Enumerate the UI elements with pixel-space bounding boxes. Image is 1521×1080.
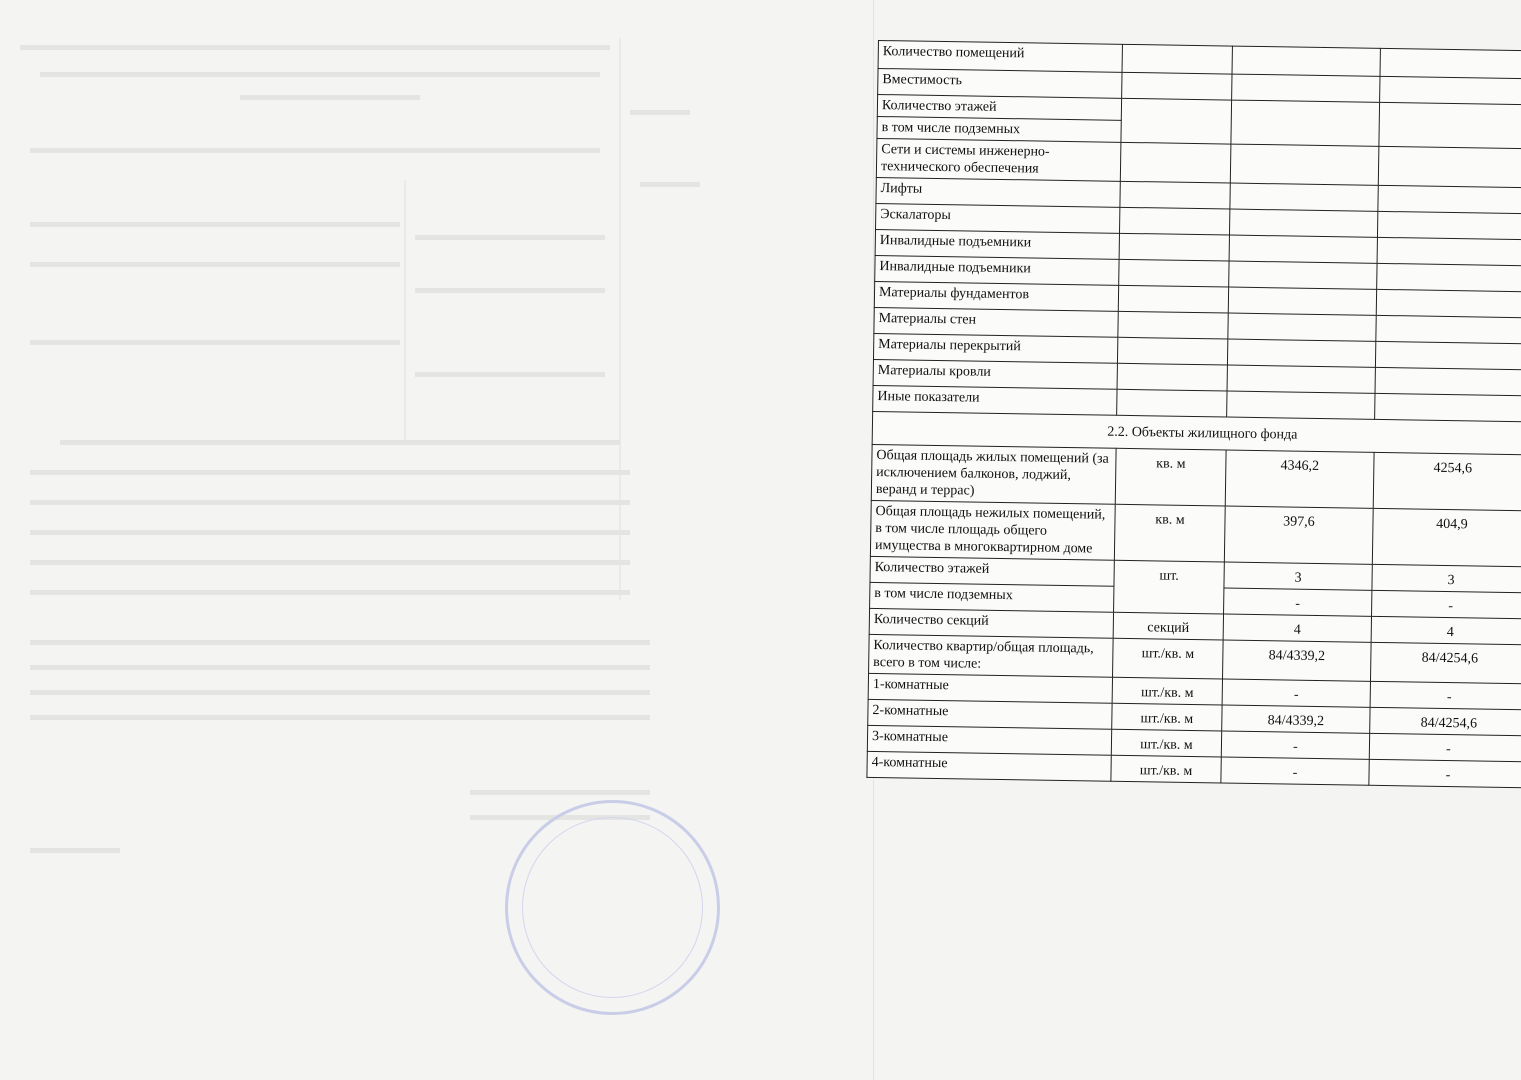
row-label: в том числе подземных (870, 582, 1114, 612)
plan-cell: - (1221, 731, 1369, 759)
unit-cell (1122, 72, 1232, 100)
plan-cell: 4346,2 (1225, 450, 1374, 508)
plan-cell: - (1221, 757, 1369, 785)
unit-cell: шт./кв. м (1113, 638, 1224, 679)
fact-cell: 4 (1371, 616, 1521, 644)
row-label: Количество помещений (878, 41, 1122, 73)
unit-cell: шт./кв. м (1111, 729, 1221, 757)
fact-cell (1375, 393, 1521, 421)
plan-cell: 84/4339,2 (1222, 705, 1370, 733)
plan-cell (1230, 183, 1378, 211)
section-title: 2.2. Объекты жилищного фонда (872, 411, 1521, 454)
row-label: в том числе подземных (877, 116, 1121, 142)
plan-cell: - (1224, 588, 1372, 616)
table-row (870, 500, 1521, 566)
row-label: Количество квартир/общая площадь, всего в том числе: (869, 634, 1114, 677)
row-label: Сети и системы инженерно-технического обеспечения (876, 138, 1121, 181)
plan-cell (1227, 365, 1375, 393)
row-label: Иные показатели (873, 385, 1117, 415)
fact-cell: - (1369, 733, 1521, 761)
row-label: Количество секций (869, 608, 1113, 638)
fact-cell (1375, 341, 1521, 369)
row-label: Количество этажей (870, 556, 1114, 586)
unit-cell (1120, 181, 1230, 209)
plan-cell (1228, 313, 1376, 341)
plan-cell (1231, 100, 1380, 146)
fact-cell (1376, 315, 1521, 343)
row-label: 4-комнатные (867, 751, 1111, 781)
faded-round-stamp (505, 800, 720, 1015)
unit-cell (1119, 207, 1229, 235)
plan-cell: - (1222, 679, 1370, 707)
fact-cell: - (1370, 681, 1521, 709)
unit-cell (1117, 389, 1227, 417)
plan-cell (1229, 261, 1377, 289)
row-label: Инвалидные подъемники (875, 229, 1119, 259)
fact-cell (1377, 237, 1521, 265)
plan-cell (1228, 287, 1376, 315)
plan-cell: 3 (1224, 562, 1372, 590)
unit-cell: шт./кв. м (1112, 677, 1222, 705)
plan-cell: 4 (1223, 614, 1371, 642)
plan-cell (1227, 339, 1375, 367)
fact-cell (1378, 185, 1521, 213)
fact-cell: 84/4254,6 (1370, 707, 1521, 735)
row-label: Вместимость (878, 69, 1122, 99)
unit-cell (1119, 233, 1229, 261)
indicators-table (866, 40, 1521, 788)
unit-cell (1118, 311, 1228, 339)
fact-cell (1378, 146, 1521, 187)
row-label: Общая площадь жилых помещений (за исключением балконов, лоджий, веранд и террас) (871, 444, 1116, 504)
unit-cell: кв. м (1115, 448, 1226, 506)
plan-cell (1232, 46, 1380, 76)
plan-cell: 397,6 (1224, 506, 1373, 564)
plan-cell: 84/4339,2 (1223, 640, 1372, 681)
unit-cell (1118, 285, 1228, 313)
row-label: 2-комнатные (868, 699, 1112, 729)
row-label: Материалы кровли (873, 359, 1117, 389)
unit-cell: шт./кв. м (1112, 703, 1222, 731)
unit-cell: секций (1113, 612, 1223, 640)
row-label: Общая площадь нежилых помещений, в том числе площадь общего имущества в многоквартирном доме (870, 500, 1115, 560)
fact-cell (1376, 289, 1521, 317)
fact-cell (1377, 211, 1521, 239)
row-label: 3-комнатные (867, 725, 1111, 755)
fact-cell (1377, 263, 1521, 291)
fact-cell: 84/4254,6 (1370, 642, 1521, 683)
fact-cell (1380, 76, 1521, 104)
plan-cell (1227, 391, 1375, 419)
table-row (871, 444, 1521, 510)
plan-cell (1230, 144, 1379, 185)
fact-cell: 3 (1372, 564, 1521, 592)
row-label: Лифты (876, 177, 1120, 207)
fact-cell (1375, 367, 1521, 395)
fact-cell: - (1372, 590, 1521, 618)
technical-indicators-sheet (866, 40, 1521, 788)
unit-cell (1117, 363, 1227, 391)
unit-cell: кв. м (1114, 504, 1225, 562)
unit-cell: шт./кв. м (1111, 755, 1221, 783)
plan-cell (1229, 209, 1377, 237)
fact-cell: - (1369, 759, 1521, 787)
row-label: Материалы фундаментов (874, 281, 1118, 311)
fact-cell: 404,9 (1372, 508, 1521, 566)
row-label: Материалы перекрытий (873, 333, 1117, 363)
fact-cell (1380, 48, 1521, 78)
unit-cell (1121, 98, 1232, 144)
unit-cell (1119, 259, 1229, 287)
fact-cell (1379, 102, 1521, 148)
plan-cell (1232, 74, 1380, 102)
unit-cell (1120, 142, 1231, 183)
plan-cell (1229, 235, 1377, 263)
unit-cell (1122, 44, 1232, 74)
fact-cell: 4254,6 (1373, 452, 1521, 510)
row-label: 1-комнатные (868, 673, 1112, 703)
row-label: Количество этажей (877, 95, 1121, 121)
unit-cell: шт. (1114, 560, 1225, 614)
row-label: Материалы стен (874, 307, 1118, 337)
row-label: Эскалаторы (876, 203, 1120, 233)
row-label: Инвалидные подъемники (875, 255, 1119, 285)
unit-cell (1117, 337, 1227, 365)
